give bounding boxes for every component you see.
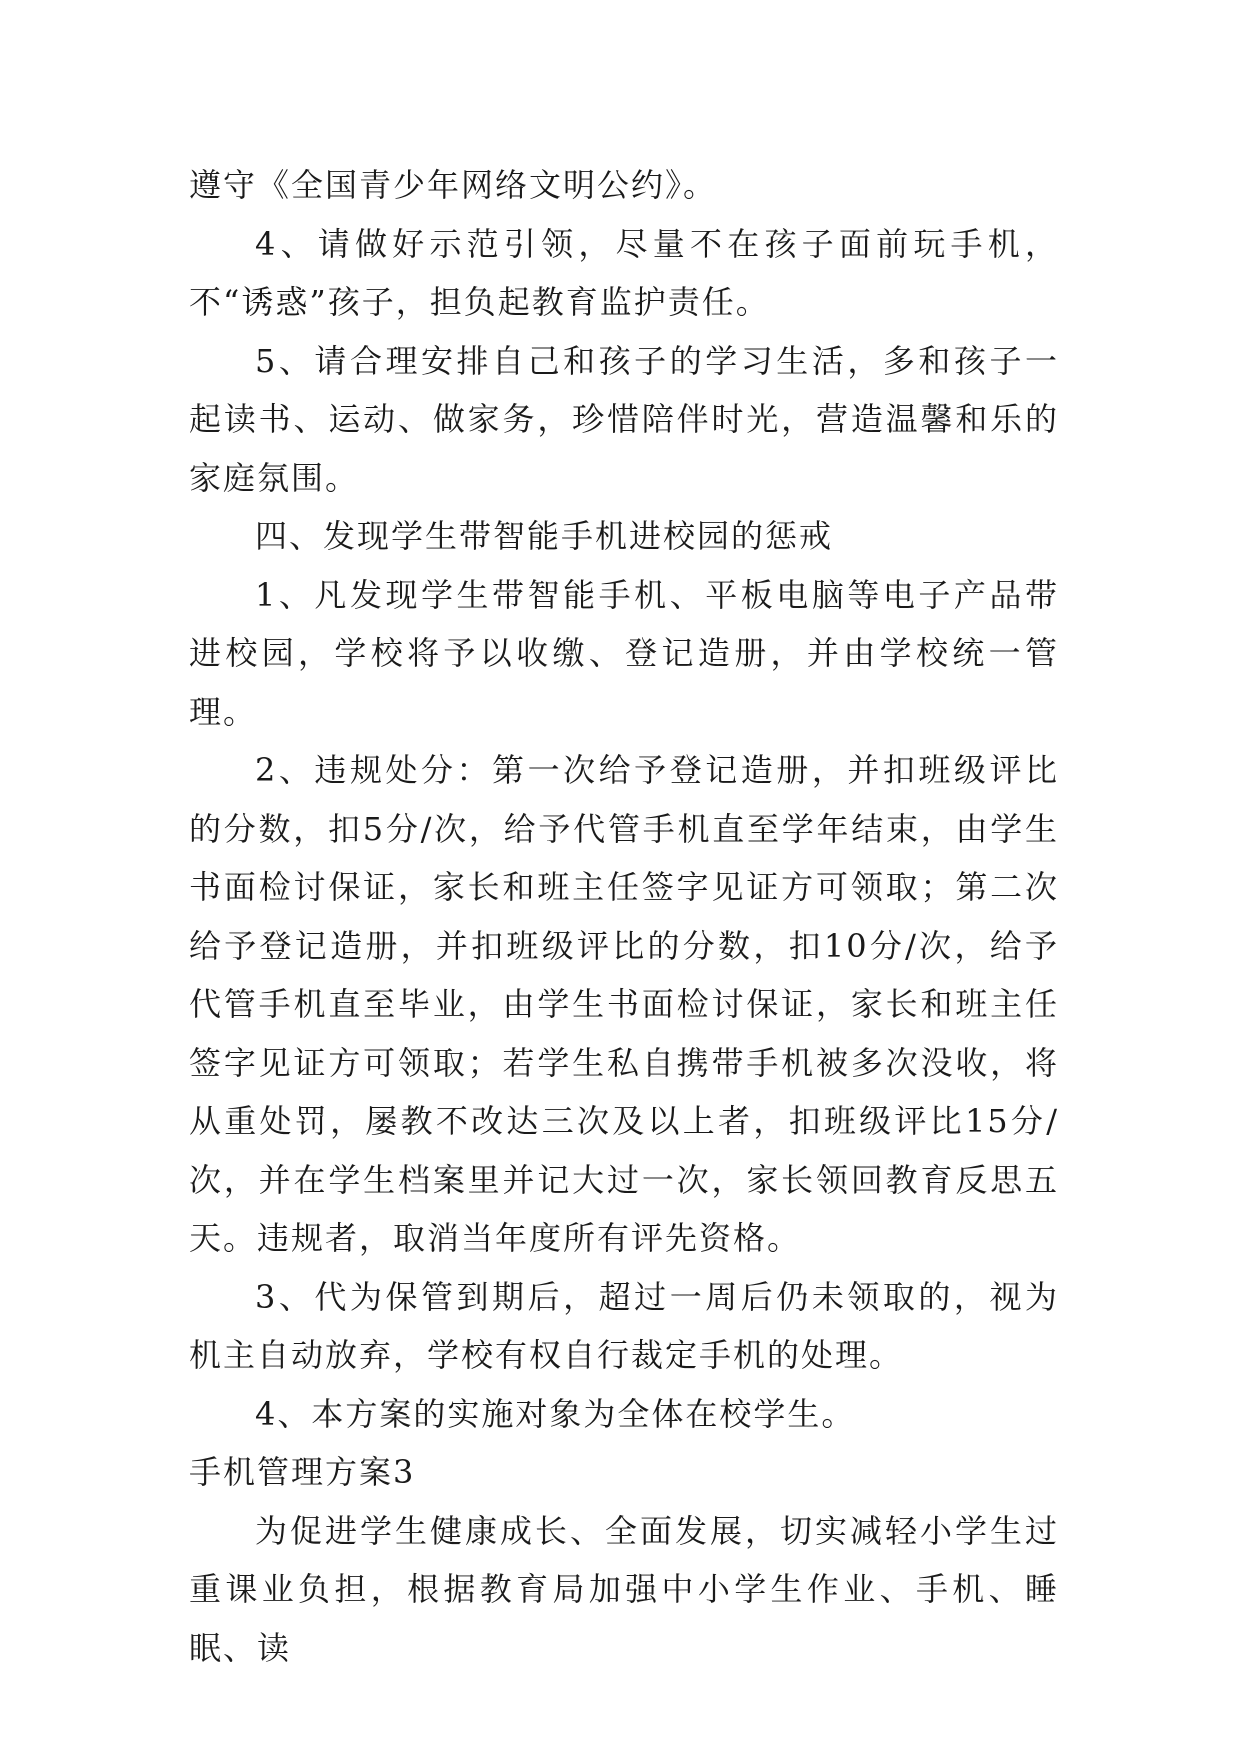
paragraph-6: 2、违规处分：第一次给予登记造册，并扣班级评比的分数，扣5分/次，给予代管手机直至学年结束，由学生书面检讨保证，家长和班主任签字见证方可领取；第二次给予登记造册，并扣班级评比的分数，扣10分/次，给予代管手机直至毕业，由学生书面检讨保证，家长和班主任签字见证方可领取；若学生私自携带手机被多次没收，将从重处罚，屡教不改达三次及以上者，扣班级评比15分/次，并在学生档案里并记大过一次，家长领回教育反思五天。违规者，取消当年度所有评先资格。 — [189, 751, 1059, 1257]
document-title: 手机管理方案3 — [189, 1453, 416, 1491]
document-body — [189, 156, 1059, 1677]
paragraph-3: 5、请合理安排自己和孩子的学习生活，多和孩子一起读书、运动、做家务，珍惜陪伴时光，营造温馨和乐的家庭氛围。 — [189, 341, 1059, 497]
paragraph-1: 遵守《全国青少年网络文明公约》。 — [189, 166, 718, 204]
paragraph-7: 3、代为保管到期后，超过一周后仍未领取的，视为机主自动放弃，学校有权自行裁定手机的处理。 — [189, 1277, 1059, 1374]
paragraph-8: 4、本方案的实施对象为全体在校学生。 — [255, 1394, 856, 1433]
section-heading: 四、发现学生带智能手机进校园的惩戒 — [255, 517, 834, 555]
paragraph-2: 4、请做好示范引领，尽量不在孩子面前玩手机，不“诱惑”孩子，担负起教育监护责任。 — [189, 224, 1059, 321]
paragraph-10: 为促进学生健康成长、全面发展，切实减轻小学生过重课业负担，根据教育局加强中小学生作业、手机、睡眠、读 — [189, 1511, 1059, 1667]
paragraph-5: 1、凡发现学生带智能手机、平板电脑等电子产品带进校园，学校将予以收缴、登记造册，并由学校统一管理。 — [189, 575, 1059, 731]
